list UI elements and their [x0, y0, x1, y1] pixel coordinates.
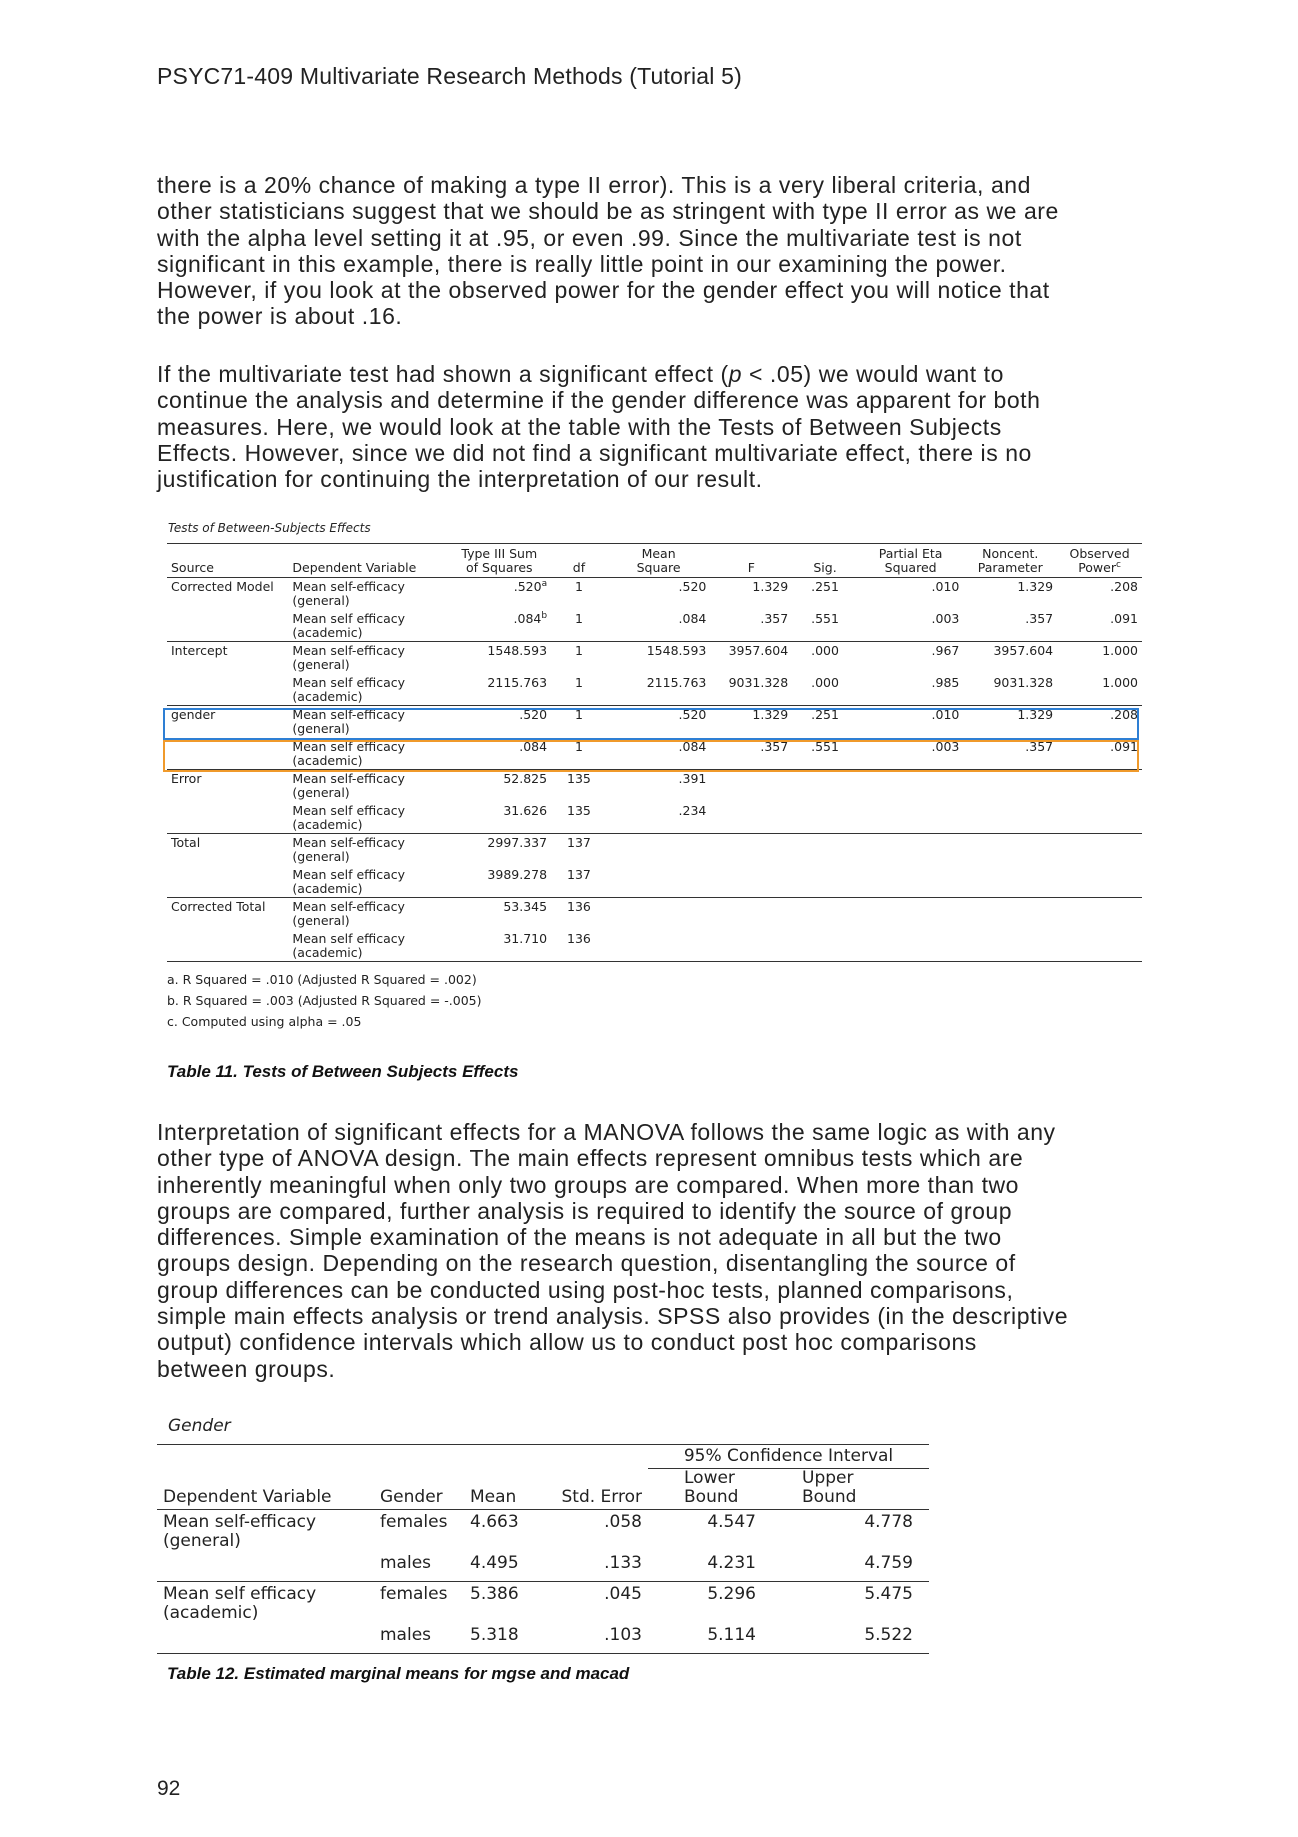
table2-title: Gender: [168, 1416, 231, 1436]
col-partial-eta: Partial Eta Squared: [858, 544, 963, 578]
table1-row: [167, 706, 1142, 738]
sum-of-squares-cell: 2997.337: [487, 835, 548, 850]
f-cell: [710, 866, 792, 898]
observed-power-cell: 1.000: [1057, 674, 1142, 706]
table2-row: [157, 1582, 929, 1624]
std-error-cell: .045: [604, 1584, 642, 1604]
df-cell: 135: [567, 771, 591, 786]
paragraph-significance: [157, 361, 1147, 492]
noncent-cell: 1.329: [1017, 579, 1054, 594]
std-error-cell: .058: [604, 1512, 642, 1532]
std-error-cell: .103: [604, 1625, 642, 1645]
gender-cell: females: [380, 1584, 448, 1604]
between-subjects-table: [167, 543, 1142, 962]
dependent-variable-cell: Mean self efficacy (academic): [288, 738, 447, 770]
table2-row: [157, 1623, 929, 1654]
source-cell: [167, 930, 288, 962]
sig-cell: [792, 866, 858, 898]
page-number: 92: [157, 1777, 181, 1800]
dependent-variable-cell: Mean self-efficacy (general): [292, 643, 405, 672]
dependent-variable-cell: Mean self efficacy (academic): [288, 674, 447, 706]
sum-of-squares-cell: .520$^a$: [513, 578, 548, 594]
mean-square-cell: .520: [678, 707, 707, 722]
dependent-variable-cell: Mean self efficacy (academic): [288, 610, 447, 642]
mean-cell: 5.386: [470, 1584, 519, 1604]
sum-of-squares-cell: .520: [519, 707, 548, 722]
mean-square-cell: [607, 898, 711, 930]
page-header: PSYC71-409 Multivariate Research Methods (Tutorial 5): [157, 63, 742, 89]
mean-square-cell: [607, 930, 711, 962]
observed-power-cell: [1057, 834, 1142, 866]
partial-eta-cell: [858, 930, 963, 962]
table1-row: [167, 898, 1142, 930]
sig-cell: .551: [792, 610, 858, 642]
partial-eta-cell: [858, 898, 963, 930]
gender-cell: females: [380, 1512, 448, 1532]
partial-eta-cell: .010: [931, 579, 960, 594]
observed-power-cell: .208: [1110, 707, 1138, 722]
col-sig: Sig.: [792, 544, 858, 578]
observed-power-cell: .091: [1057, 738, 1142, 770]
source-cell: [167, 674, 288, 706]
noncent-cell: .357: [963, 610, 1057, 642]
marginal-means-table: [157, 1444, 929, 1654]
f-cell: 9031.328: [710, 674, 792, 706]
source-cell: Total: [171, 835, 201, 850]
dependent-variable-cell: Mean self efficacy (academic): [288, 930, 447, 962]
f-cell: [710, 802, 792, 834]
dependent-variable-cell: Mean self-efficacy (general): [292, 707, 405, 736]
mean-square-cell: 1548.593: [646, 643, 707, 658]
paragraph-significance-start: If the multivariate test had shown a significant effect (: [157, 361, 729, 387]
sum-of-squares-cell: 31.710: [447, 930, 551, 962]
col-source: Source: [167, 544, 288, 578]
partial-eta-cell: .003: [858, 738, 963, 770]
table1-row: [167, 834, 1142, 866]
sig-cell: [792, 802, 858, 834]
df-cell: 135: [551, 802, 607, 834]
lower-bound-cell: 5.296: [707, 1584, 756, 1604]
table2-ci-header-row: [157, 1445, 929, 1469]
col-dependent-variable: Dependent Variable: [288, 544, 447, 578]
source-cell: [167, 802, 288, 834]
table1-row: [167, 578, 1142, 610]
df-cell: 1: [574, 643, 583, 658]
sig-cell: [792, 930, 858, 962]
col-dv: Dependent Variable: [163, 1487, 332, 1507]
col-observed-power: Observed Power$^c$: [1057, 544, 1142, 578]
observed-power-cell: [1057, 898, 1142, 930]
noncent-cell: [963, 866, 1057, 898]
mean-square-cell: [607, 866, 711, 898]
mean-cell: 4.495: [470, 1553, 519, 1573]
source-cell: Intercept: [171, 643, 228, 658]
sum-of-squares-cell: 52.825: [503, 771, 548, 786]
p-symbol: p: [728, 361, 743, 387]
upper-bound-cell: 5.522: [864, 1625, 913, 1645]
sig-cell: [792, 834, 858, 866]
dependent-variable-cell: Mean self-efficacy (general): [292, 899, 405, 928]
sum-of-squares-cell: .084$^b$: [447, 610, 551, 642]
table2-row: [157, 1510, 929, 1552]
col-sum-of-squares: Type III Sum of Squares: [447, 544, 551, 578]
col-noncent: Noncent. Parameter: [963, 544, 1057, 578]
df-cell: 1: [551, 738, 607, 770]
noncent-cell: [963, 834, 1057, 866]
noncent-cell: [963, 770, 1057, 802]
observed-power-cell: .208: [1110, 579, 1138, 594]
sum-of-squares-cell: 1548.593: [487, 643, 548, 658]
sum-of-squares-cell: 3989.278: [447, 866, 551, 898]
mean-square-cell: .234: [607, 802, 711, 834]
sum-of-squares-cell: 2115.763: [447, 674, 551, 706]
df-cell: 1: [551, 674, 607, 706]
noncent-cell: 3957.604: [993, 643, 1054, 658]
df-cell: 136: [567, 899, 591, 914]
sig-cell: [792, 898, 858, 930]
sig-cell: .000: [811, 643, 839, 658]
table11-caption: Table 11. Tests of Between Subjects Effects: [167, 1062, 519, 1081]
sum-of-squares-cell: 31.626: [447, 802, 551, 834]
partial-eta-cell: .967: [931, 643, 960, 658]
dv-cell: [157, 1551, 374, 1582]
sum-of-squares-cell: 53.345: [503, 899, 548, 914]
upper-bound-cell: 4.778: [864, 1512, 913, 1532]
mean-square-cell: .520: [678, 579, 707, 594]
noncent-cell: [963, 930, 1057, 962]
paragraph-significance-rest: < .05) we would want to continue the analysis and determine if the gender difference was apparent for both measures. Here, we would look at the table with the Tests of Between Subjects Effects. However, since we did not find a significant multivariate effect, there is no justification for continuing the interpretation of our result.: [157, 361, 1041, 493]
partial-eta-cell: [858, 866, 963, 898]
df-cell: 137: [567, 835, 591, 850]
f-cell: [710, 930, 792, 962]
table1-title: Tests of Between-Subjects Effects: [168, 521, 371, 535]
table1-header-row: [167, 544, 1142, 578]
gender-cell: males: [380, 1625, 432, 1645]
source-cell: [167, 610, 288, 642]
f-cell: .357: [710, 738, 792, 770]
table1-row: [167, 642, 1142, 674]
table1-row: [167, 770, 1142, 802]
upper-bound-cell: 4.759: [864, 1553, 913, 1573]
table1-row: [167, 738, 1142, 770]
f-cell: [710, 770, 792, 802]
col-mean-square: Mean Square: [607, 544, 711, 578]
upper-bound-cell: 5.475: [864, 1584, 913, 1604]
noncent-cell: [963, 802, 1057, 834]
f-cell: 1.329: [752, 579, 789, 594]
df-cell: 137: [551, 866, 607, 898]
mean-square-cell: .084: [607, 738, 711, 770]
sig-cell: .251: [811, 579, 839, 594]
observed-power-cell: [1057, 866, 1142, 898]
sig-cell: .251: [811, 707, 839, 722]
col-lower-bound: Lower Bound: [684, 1468, 739, 1507]
partial-eta-cell: .010: [931, 707, 960, 722]
partial-eta-cell: .003: [858, 610, 963, 642]
table2-row: [157, 1551, 929, 1582]
observed-power-cell: [1057, 770, 1142, 802]
std-error-cell: .133: [604, 1553, 642, 1573]
table1-row: [167, 930, 1142, 962]
lower-bound-cell: 4.547: [707, 1512, 756, 1532]
source-cell: Error: [171, 771, 202, 786]
col-mean: Mean: [470, 1487, 517, 1507]
mean-cell: 4.663: [470, 1512, 519, 1532]
sum-of-squares-cell: .084: [447, 738, 551, 770]
partial-eta-cell: .985: [858, 674, 963, 706]
col-df: df: [551, 544, 607, 578]
mean-square-cell: .391: [678, 771, 707, 786]
mean-square-cell: [607, 834, 711, 866]
table2-header-row: [157, 1469, 929, 1510]
footnote-c: c. Computed using alpha = .05: [167, 1014, 362, 1029]
source-cell: Corrected Model: [171, 579, 274, 594]
table1-row: [167, 866, 1142, 898]
dependent-variable-cell: Mean self efficacy (academic): [288, 802, 447, 834]
lower-bound-cell: 4.231: [707, 1553, 756, 1573]
observed-power-cell: [1057, 802, 1142, 834]
f-cell: 3957.604: [728, 643, 789, 658]
dependent-variable-cell: Mean self efficacy (academic): [288, 866, 447, 898]
source-cell: gender: [171, 707, 216, 722]
source-cell: Corrected Total: [171, 899, 266, 914]
paragraph-interpretation: Interpretation of significant effects for a MANOVA follows the same logic as with any other type of ANOVA design. The main effects represent omnibus tests which are inherently meaningful when only two groups are compared. When more than two groups are compared, further analysis is required to identify the source of group differences. Simple examination of the means is not adequate in all but the two groups design. Depending on the research question, disentangling the source of group differences can be conducted using post-hoc tests, planned comparisons, simple main effects analysis or trend analysis. SPSS also provides (in the descriptive output) confidence intervals which allow us to conduct post hoc comparisons between groups.: [157, 1119, 1069, 1382]
col-upper-bound: Upper Bound: [802, 1468, 857, 1507]
observed-power-cell: 1.000: [1102, 643, 1138, 658]
noncent-cell: 9031.328: [963, 674, 1057, 706]
paragraph-power: there is a 20% chance of making a type II error). This is a very liberal criteria, and other statisticians suggest that we should be as stringent with type II error as we are with the alpha level setting it at .95, or even .99. Since the multivariate test is not significant in this example, there is really little point in our examining the power. However, if you look at the observed power for the gender effect you will notice that the power is about .16.: [157, 172, 1059, 330]
f-cell: [710, 834, 792, 866]
df-cell: 1: [574, 707, 583, 722]
df-cell: 136: [551, 930, 607, 962]
lower-bound-cell: 5.114: [707, 1625, 756, 1645]
dv-cell: Mean self efficacy (academic): [163, 1584, 317, 1623]
sig-cell: [792, 770, 858, 802]
dependent-variable-cell: Mean self-efficacy (general): [292, 771, 405, 800]
sig-cell: .000: [792, 674, 858, 706]
mean-cell: 5.318: [470, 1625, 519, 1645]
source-cell: [167, 738, 288, 770]
dependent-variable-cell: Mean self-efficacy (general): [292, 579, 405, 608]
table1-row: [167, 674, 1142, 706]
col-gender: Gender: [380, 1487, 443, 1507]
observed-power-cell: [1057, 930, 1142, 962]
dv-cell: [157, 1623, 374, 1654]
f-cell: .357: [710, 610, 792, 642]
footnote-b: b. R Squared = .003 (Adjusted R Squared = -.005): [167, 993, 482, 1008]
table12-caption: Table 12. Estimated marginal means for mgse and macad: [167, 1664, 630, 1683]
col-ci: 95% Confidence Interval: [648, 1445, 929, 1469]
sig-cell: .551: [792, 738, 858, 770]
gender-cell: males: [380, 1553, 432, 1573]
dv-cell: Mean self-efficacy (general): [163, 1512, 317, 1551]
table1-row: [167, 610, 1142, 642]
noncent-cell: .357: [963, 738, 1057, 770]
mean-square-cell: 2115.763: [607, 674, 711, 706]
footnote-a: a. R Squared = .010 (Adjusted R Squared = .002): [167, 972, 477, 987]
table1-row: [167, 802, 1142, 834]
source-cell: [167, 866, 288, 898]
partial-eta-cell: [858, 834, 963, 866]
col-f: F: [710, 544, 792, 578]
noncent-cell: [963, 898, 1057, 930]
partial-eta-cell: [858, 770, 963, 802]
f-cell: 1.329: [752, 707, 789, 722]
f-cell: [710, 898, 792, 930]
dependent-variable-cell: Mean self-efficacy (general): [292, 835, 405, 864]
df-cell: 1: [574, 579, 583, 594]
df-cell: 1: [551, 610, 607, 642]
col-std-error: Std. Error: [561, 1487, 642, 1507]
observed-power-cell: .091: [1057, 610, 1142, 642]
noncent-cell: 1.329: [1017, 707, 1054, 722]
partial-eta-cell: [858, 802, 963, 834]
mean-square-cell: .084: [607, 610, 711, 642]
